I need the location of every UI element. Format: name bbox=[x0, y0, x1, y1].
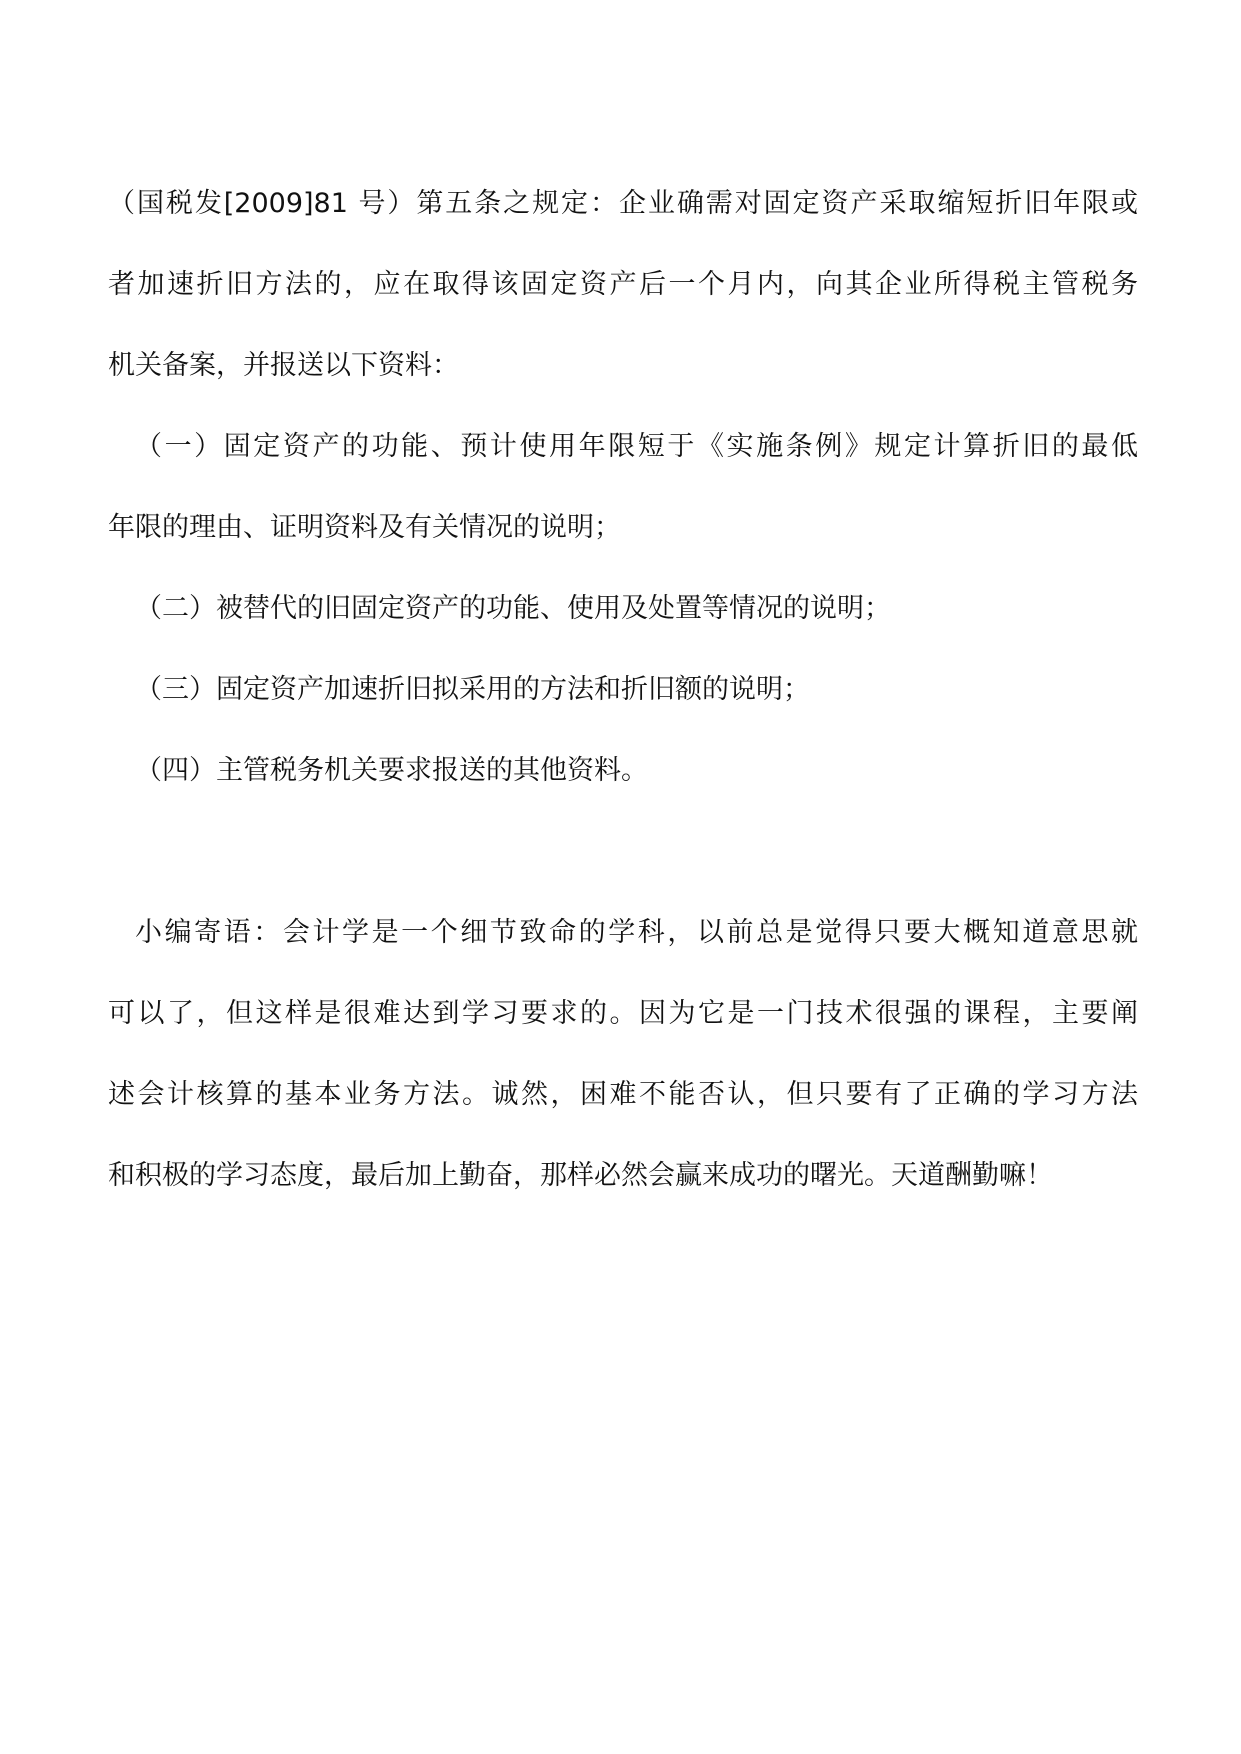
text-line: （三）固定资产加速折旧拟采用的方法和折旧额的说明； bbox=[135, 674, 810, 705]
text-line: 机关备案，并报送以下资料： bbox=[108, 350, 459, 381]
text-line: （四）主管税务机关要求报送的其他资料。 bbox=[135, 755, 648, 786]
paragraph-gap bbox=[108, 811, 1138, 892]
paragraph-editor-note bbox=[108, 892, 1138, 1216]
paragraph-regulation bbox=[108, 163, 1138, 406]
text-line: 年限的理由、证明资料及有关情况的说明； bbox=[108, 512, 621, 543]
text-line: 可以了，但这样是很难达到学习要求的。因为它是一门技术很强的课程，主要阐 bbox=[108, 998, 1138, 1029]
document-body bbox=[108, 163, 1138, 1216]
list-item bbox=[108, 568, 1138, 649]
text-line: （国税发[2009]81 号）第五条之规定：企业确需对固定资产采取缩短折旧年限或 bbox=[108, 188, 1138, 219]
list-item bbox=[108, 649, 1138, 730]
text-line: 述会计核算的基本业务方法。诚然，困难不能否认，但只要有了正确的学习方法 bbox=[108, 1079, 1138, 1110]
text-line: 小编寄语：会计学是一个细节致命的学科，以前总是觉得只要大概知道意思就 bbox=[135, 917, 1138, 948]
list-item bbox=[108, 406, 1138, 568]
list-item bbox=[108, 730, 1138, 811]
text-line: 和积极的学习态度，最后加上勤奋，那样必然会赢来成功的曙光。天道酬勤嘛！ bbox=[108, 1160, 1053, 1191]
item-list bbox=[108, 406, 1138, 811]
text-line: （二）被替代的旧固定资产的功能、使用及处置等情况的说明； bbox=[135, 593, 891, 624]
text-line: （一）固定资产的功能、预计使用年限短于《实施条例》规定计算折旧的最低 bbox=[135, 431, 1138, 462]
text-line: 者加速折旧方法的，应在取得该固定资产后一个月内，向其企业所得税主管税务 bbox=[108, 269, 1138, 300]
